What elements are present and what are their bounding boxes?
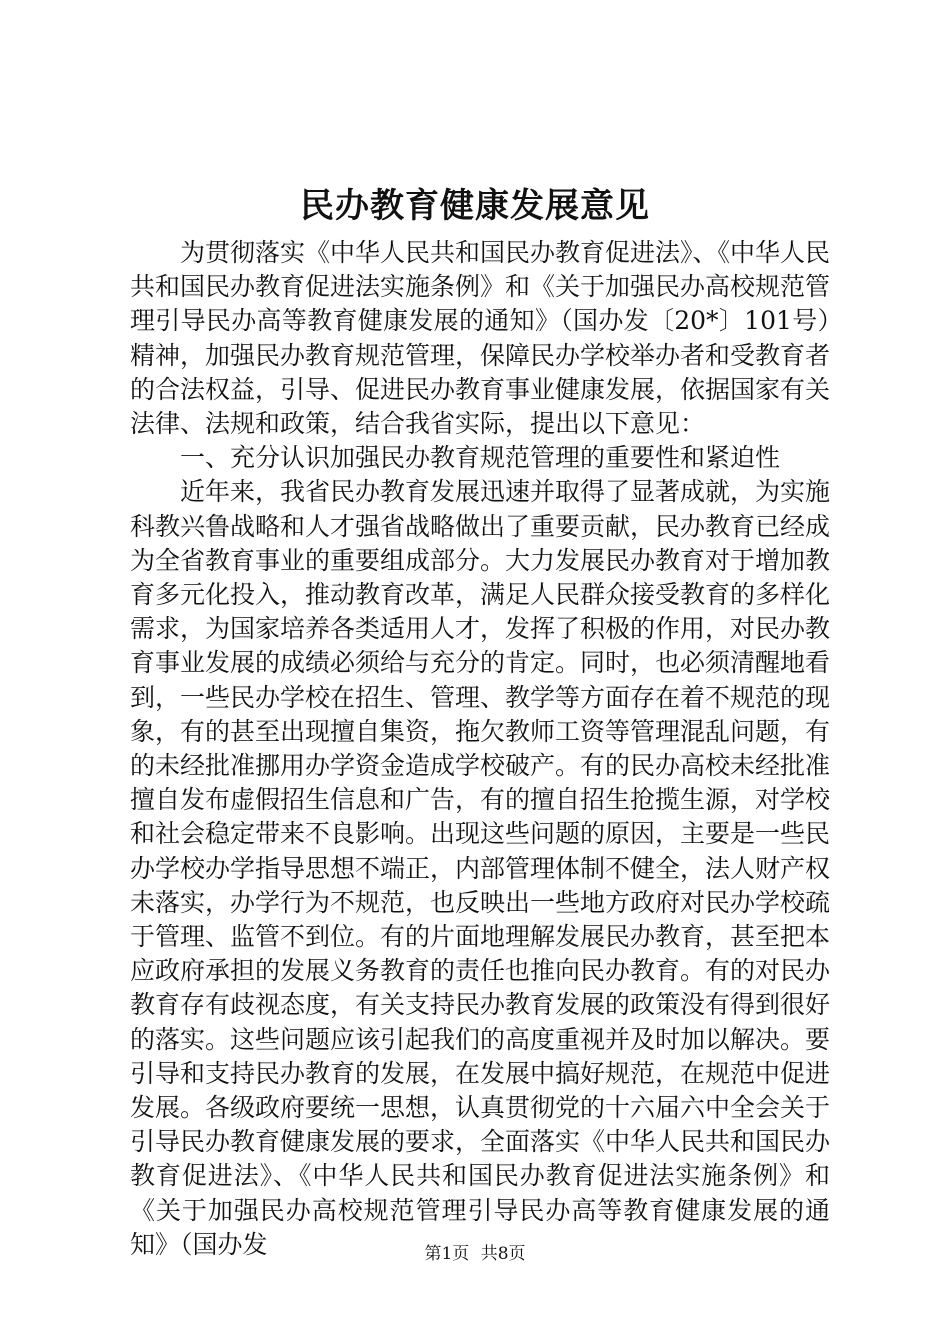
document-body <box>130 236 830 1262</box>
page-number: 第1页 <box>424 1244 470 1264</box>
section-heading: 一、充分认识加强民办教育规范管理的重要性和紧迫性 <box>180 443 781 473</box>
body-paragraph: 近年来，我省民办教育发展迅速并取得了显著成就，为实施科教兴鲁战略和人才强省战略做出了重要贡献，民办教育已经成为全省教育事业的重要组成部分。大力发展民办教育对于增加教育多元化投入，推动教育改革，满足人民群众接受教育的多样化需求，为国家培养各类适用人才，发挥了积极的作用，对民办教育事业发展的成绩必须给与充分的肯定。同时，也必须清醒地看到，一些民办学校在招生、管理、教学等方面存在着不规范的现象，有的甚至出现擅自集资，拖欠教师工资等管理混乱问题，有的未经批准挪用办学资金造成学校破产。有的民办高校未经批准擅自发布虚假招生信息和广告，有的擅自招生抢揽生源，对学校和社会稳定带来不良影响。出现这些问题的原因，主要是一些民办学校办学指导思想不端正，内部管理体制不健全，法人财产权未落实，办学行为不规范，也反映出一些地方政府对民办学校疏于管理、监管不到位。有的片面地理解发展民办教育，甚至把本应政府承担的发展义务教育的责任也推向民办教育。有的对民办教育存有歧视态度，有关支持民办教育发展的政策没有得到很好的落实。这些问题应该引起我们的高度重视并及时加以解决。要引导和支持民办教育的发展，在发展中搞好规范，在规范中促进发展。各级政府要统一思想，认真贯彻党的十六届六中全会关于引导民办教育健康发展的要求，全面落实《中华人民共和国民办教育促进法》、《中华人民共和国民办教育促进法实施条例》和《关于加强民办高校规范管理引导民办高等教育健康发展的通知》（国办发 <box>130 477 831 1259</box>
page-footer <box>0 1242 950 1266</box>
intro-paragraph: 为贯彻落实《中华人民共和国民办教育促进法》、《中华人民共和国民办教育促进法实施条例》和《关于加强民办高校规范管理引导民办高等教育健康发展的通知》（国办发〔20*〕101号）精神，加强民办教育规范管理，保障民办学校举办者和受教育者的合法权益，引导、促进民办教育事业健康发展，依据国家有关法律、法规和政策，结合我省实际，提出以下意见： <box>130 238 831 439</box>
page-total: 共8页 <box>480 1244 526 1264</box>
document-title: 民办教育健康发展意见 <box>300 186 650 226</box>
